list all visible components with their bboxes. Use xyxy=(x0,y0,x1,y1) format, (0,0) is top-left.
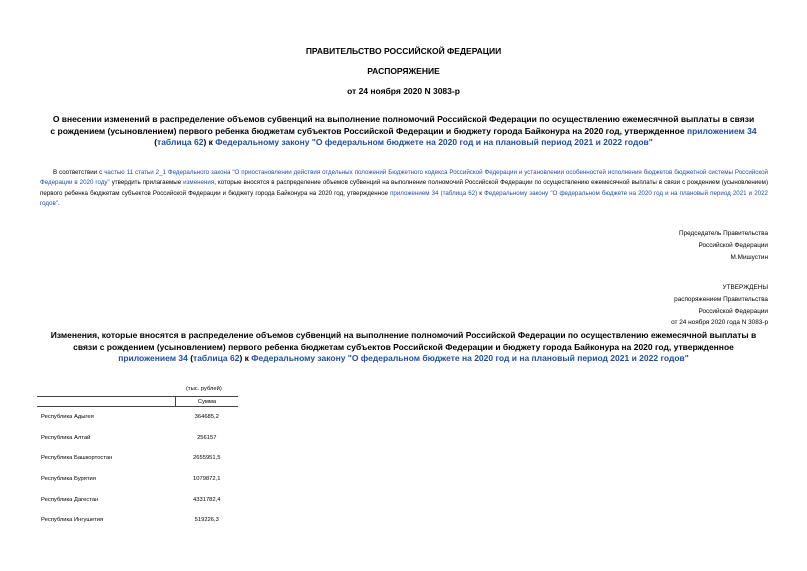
paragraph-text: . xyxy=(57,199,60,207)
table-row xyxy=(37,428,238,449)
link-appendix-table[interactable]: приложением 34 (таблица 62) xyxy=(390,189,478,197)
signer-position: Председатель Правительства xyxy=(679,230,768,237)
region-name: Республика Адыгея xyxy=(41,414,94,421)
changes-title xyxy=(50,330,757,365)
table-header-blank xyxy=(37,397,176,407)
changes-link-appendix[interactable]: приложением 34 xyxy=(118,353,188,363)
region-name: Республика Дагестан xyxy=(41,496,99,503)
region-name: Республика Алтай xyxy=(41,434,91,441)
changes-title-text: Изменения, которые вносятся в распределение объемов субвенций на выполнение полномочий Российской Федерации по осуществлению ежемесячной выплаты в связи с рождением (усыновлением) первого ребенка бюджетам субъектов Российской Федерации и бюджету города Байконура на 2020 год, утвержденное xyxy=(50,330,757,352)
title-text: О внесении изменений в распределение объемов субвенций на выполнение полномочий Российской Федерации по осуществлению ежемесячной выплаты в связи с рождением (усыновлением) первого ребенка бюджетам субъектов Российской Федерации и бюджету города Байконура на 2020 год, утвержденное xyxy=(50,114,755,136)
changes-title-text-3: ) к xyxy=(239,353,252,363)
title-link-appendix[interactable]: приложением 34 xyxy=(686,125,757,136)
region-amount: 1079872,1 xyxy=(193,476,221,483)
paragraph-text: к xyxy=(477,189,485,197)
column-header-amount: Сумма xyxy=(176,397,239,407)
link-budget-law[interactable]: Федеральному закону "О федеральном бюджете на 2020 год и на плановый период 2021 и 2022 годов" xyxy=(40,189,768,207)
approval-line-2: распоряжением Правительства xyxy=(674,295,768,303)
issuing-authority: ПРАВИТЕЛЬСТВО РОССИЙСКОЙ ФЕДЕРАЦИИ xyxy=(305,46,502,56)
region-amount: 519226,3 xyxy=(194,517,219,524)
changes-link-law[interactable]: Федеральному закону "О федеральном бюджете на 2020 год и на плановый период 2021 и 2022 годов" xyxy=(251,353,689,363)
changes-link-table[interactable]: таблица 62 xyxy=(193,353,240,363)
region-amount: 4331782,4 xyxy=(193,496,221,503)
document-date-number: от 24 ноября 2020 N 3083-р xyxy=(347,86,460,96)
document-title xyxy=(50,114,757,149)
changes-title-text-2: ( xyxy=(187,353,194,363)
table-header-row xyxy=(37,397,238,407)
approval-line-3: Российской Федерации xyxy=(698,307,768,315)
subvention-table xyxy=(37,396,238,531)
region-name: Республика Башкортостан xyxy=(41,455,113,462)
region-name: Республика Бурятия xyxy=(41,476,96,483)
signature-block xyxy=(679,228,768,263)
title-text-3: ) к xyxy=(203,137,216,147)
paragraph-text: , которые вносятся в распределение объемов субвенций на выполнение полномочий Российской Федерации по осуществлению ежемесячной выплаты в связи с рождением (усыновлением) первого ребенка бюджетам субъектов Российской Федерации и бюджету города Байконура на 2020 год, утвержденное xyxy=(40,179,769,197)
table-row xyxy=(37,489,238,510)
approval-label: УТВЕРЖДЕНЫ xyxy=(722,284,768,291)
signer-name: М.Мишустин xyxy=(730,253,768,261)
approval-line-4: от 24 ноября 2020 года N 3083-р xyxy=(671,319,768,327)
signer-position-2: Российской Федерации xyxy=(698,241,768,249)
document-type: РАСПОРЯЖЕНИЕ xyxy=(367,66,440,76)
region-amount: 364685,2 xyxy=(194,414,219,421)
title-link-law[interactable]: Федеральному закону "О федеральном бюджете на 2020 год и на плановый период 2021 и 2022 годов" xyxy=(215,137,653,147)
title-text-2: ( xyxy=(154,137,158,147)
paragraph-text: утвердить прилагаемые xyxy=(109,179,184,187)
table-row xyxy=(37,448,238,469)
table-row xyxy=(37,510,238,531)
approval-block xyxy=(671,282,768,329)
link-law-article[interactable]: частью 11 статьи 2_1 Федерального закона "О приостановлении действия отдельных положений Бюджетного кодекса Российской Федерации и установлении особенностей исполнения бюджетов бюджетной системы Российской Федерации в 2020 году" xyxy=(40,169,769,187)
link-changes[interactable]: изменения xyxy=(183,179,215,187)
region-amount: 2655951,5 xyxy=(193,455,221,462)
table-row xyxy=(37,469,238,490)
region-amount: 256157 xyxy=(197,434,217,441)
table-unit-label: (тыс. рублей) xyxy=(186,386,222,392)
paragraph-text: В соответствии с xyxy=(53,169,105,176)
region-name: Республика Ингушетия xyxy=(41,517,104,524)
title-link-table[interactable]: таблица 62 xyxy=(157,137,204,147)
table-row xyxy=(37,407,238,428)
resolution-paragraph xyxy=(40,168,768,209)
